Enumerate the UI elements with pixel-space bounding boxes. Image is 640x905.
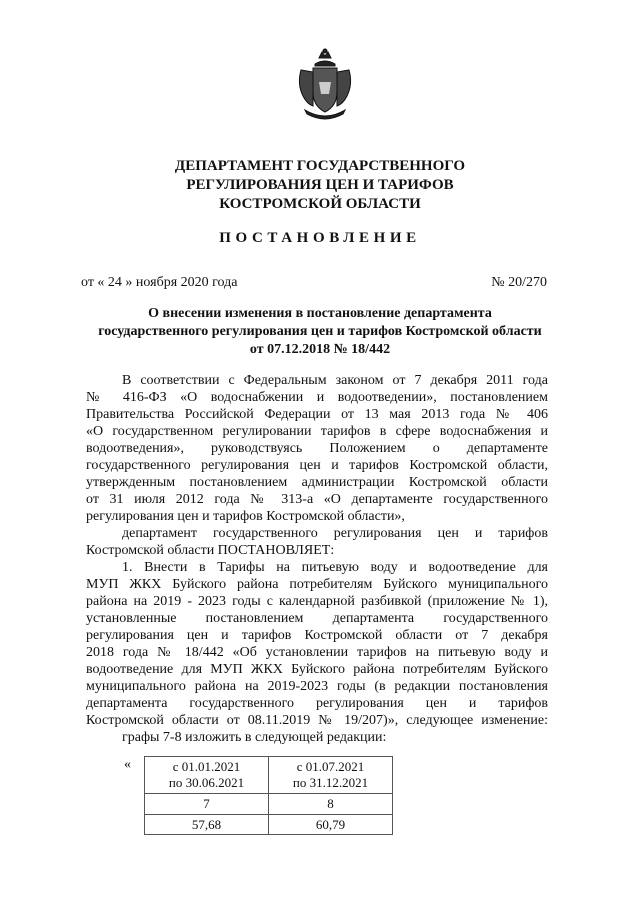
body-line: департамента государственного регулирования цен и тарифов bbox=[86, 696, 548, 711]
period-start: с 01.01.2021 bbox=[172, 759, 241, 774]
body-line: района на 2019 - 2023 годы с календарной разбивкой (приложение № 1), bbox=[86, 594, 548, 609]
title-line: О внесении изменения в постановление департамента bbox=[148, 306, 492, 321]
body-line: В соответствии с Федеральным законом от 7 декабря 2011 года bbox=[122, 373, 548, 388]
body-line: «О государственном регулировании тарифов в сфере водоснабжения и bbox=[86, 424, 548, 439]
document-type: ПОСТАНОВЛЕНИЕ bbox=[219, 230, 421, 246]
body-line: муниципального района на 2019-2023 годы (в редакции постановления bbox=[86, 679, 548, 694]
body-line: водоотведение для МУП ЖКХ Буйского района потребителям Буйского bbox=[86, 662, 548, 677]
header-line: РЕГУЛИРОВАНИЯ ЦЕН И ТАРИФОВ bbox=[186, 177, 454, 193]
table-row bbox=[145, 815, 393, 835]
body-line: Костромской области ПОСТАНОВЛЯЕТ: bbox=[86, 543, 335, 558]
tariff-value-cell: 57,68 bbox=[145, 815, 269, 835]
body-line: № 416-ФЗ «О водоснабжении и водоотведении», постановлением bbox=[86, 390, 548, 405]
body-line: 1. Внести в Тарифы на питьевую воду и водоотведение для bbox=[122, 560, 548, 575]
body-line: МУП ЖКХ Буйского района потребителям Буйского муниципального bbox=[86, 577, 548, 592]
tariff-table bbox=[144, 756, 393, 835]
body-line: государственного регулирования цен и тарифов Костромской области, bbox=[86, 458, 548, 473]
table-row bbox=[145, 794, 393, 815]
body-line: Правительства Российской Федерации от 13 мая 2013 года № 406 bbox=[86, 407, 548, 422]
period-start: с 01.07.2021 bbox=[296, 759, 365, 774]
table-header-cell bbox=[145, 757, 269, 794]
table-row bbox=[145, 757, 393, 794]
body-line: графы 7-8 изложить в следующей редакции: bbox=[122, 730, 387, 745]
body-line: Костромской области от 08.11.2019 № 19/207)», следующее изменение: bbox=[86, 713, 548, 728]
body-line: департамент государственного регулирования цен и тарифов bbox=[122, 526, 548, 541]
body-line: регулирования цен и тарифов Костромской области», bbox=[86, 509, 405, 524]
column-number-cell: 7 bbox=[145, 794, 269, 815]
title-line: государственного регулирования цен и тарифов Костромской области bbox=[98, 324, 542, 339]
body-line: водоотведения», руководствуясь Положением о департаменте bbox=[86, 441, 548, 456]
body-line: от 31 июля 2012 года № 313-а «О департаменте государственного bbox=[86, 492, 548, 507]
column-number-cell: 8 bbox=[269, 794, 393, 815]
header-line: КОСТРОМСКОЙ ОБЛАСТИ bbox=[219, 196, 421, 212]
document-number: № 20/270 bbox=[491, 275, 547, 290]
period-end: по 31.12.2021 bbox=[292, 775, 369, 790]
body-line: утвержденным постановлением администрации Костромской области bbox=[86, 475, 548, 490]
table-header-cell bbox=[269, 757, 393, 794]
body-line: регулирования цен и тарифов Костромской области от 7 декабря bbox=[86, 628, 548, 643]
body-line: установленные постановлением департамента государственного bbox=[86, 611, 548, 626]
tariff-value-cell: 60,79 bbox=[269, 815, 393, 835]
period-end: по 30.06.2021 bbox=[168, 775, 245, 790]
document-title bbox=[0, 305, 640, 359]
document-date: от « 24 » ноября 2020 года bbox=[81, 275, 238, 290]
opening-quote: « bbox=[124, 757, 131, 772]
department-header bbox=[0, 157, 640, 214]
header-line: ДЕПАРТАМЕНТ ГОСУДАРСТВЕННОГО bbox=[174, 158, 466, 174]
title-line: от 07.12.2018 № 18/442 bbox=[249, 342, 391, 357]
body-line: 2018 года № 18/442 «Об установлении тарифов на питьевую воду и bbox=[86, 645, 548, 660]
coat-of-arms-icon bbox=[293, 48, 357, 124]
